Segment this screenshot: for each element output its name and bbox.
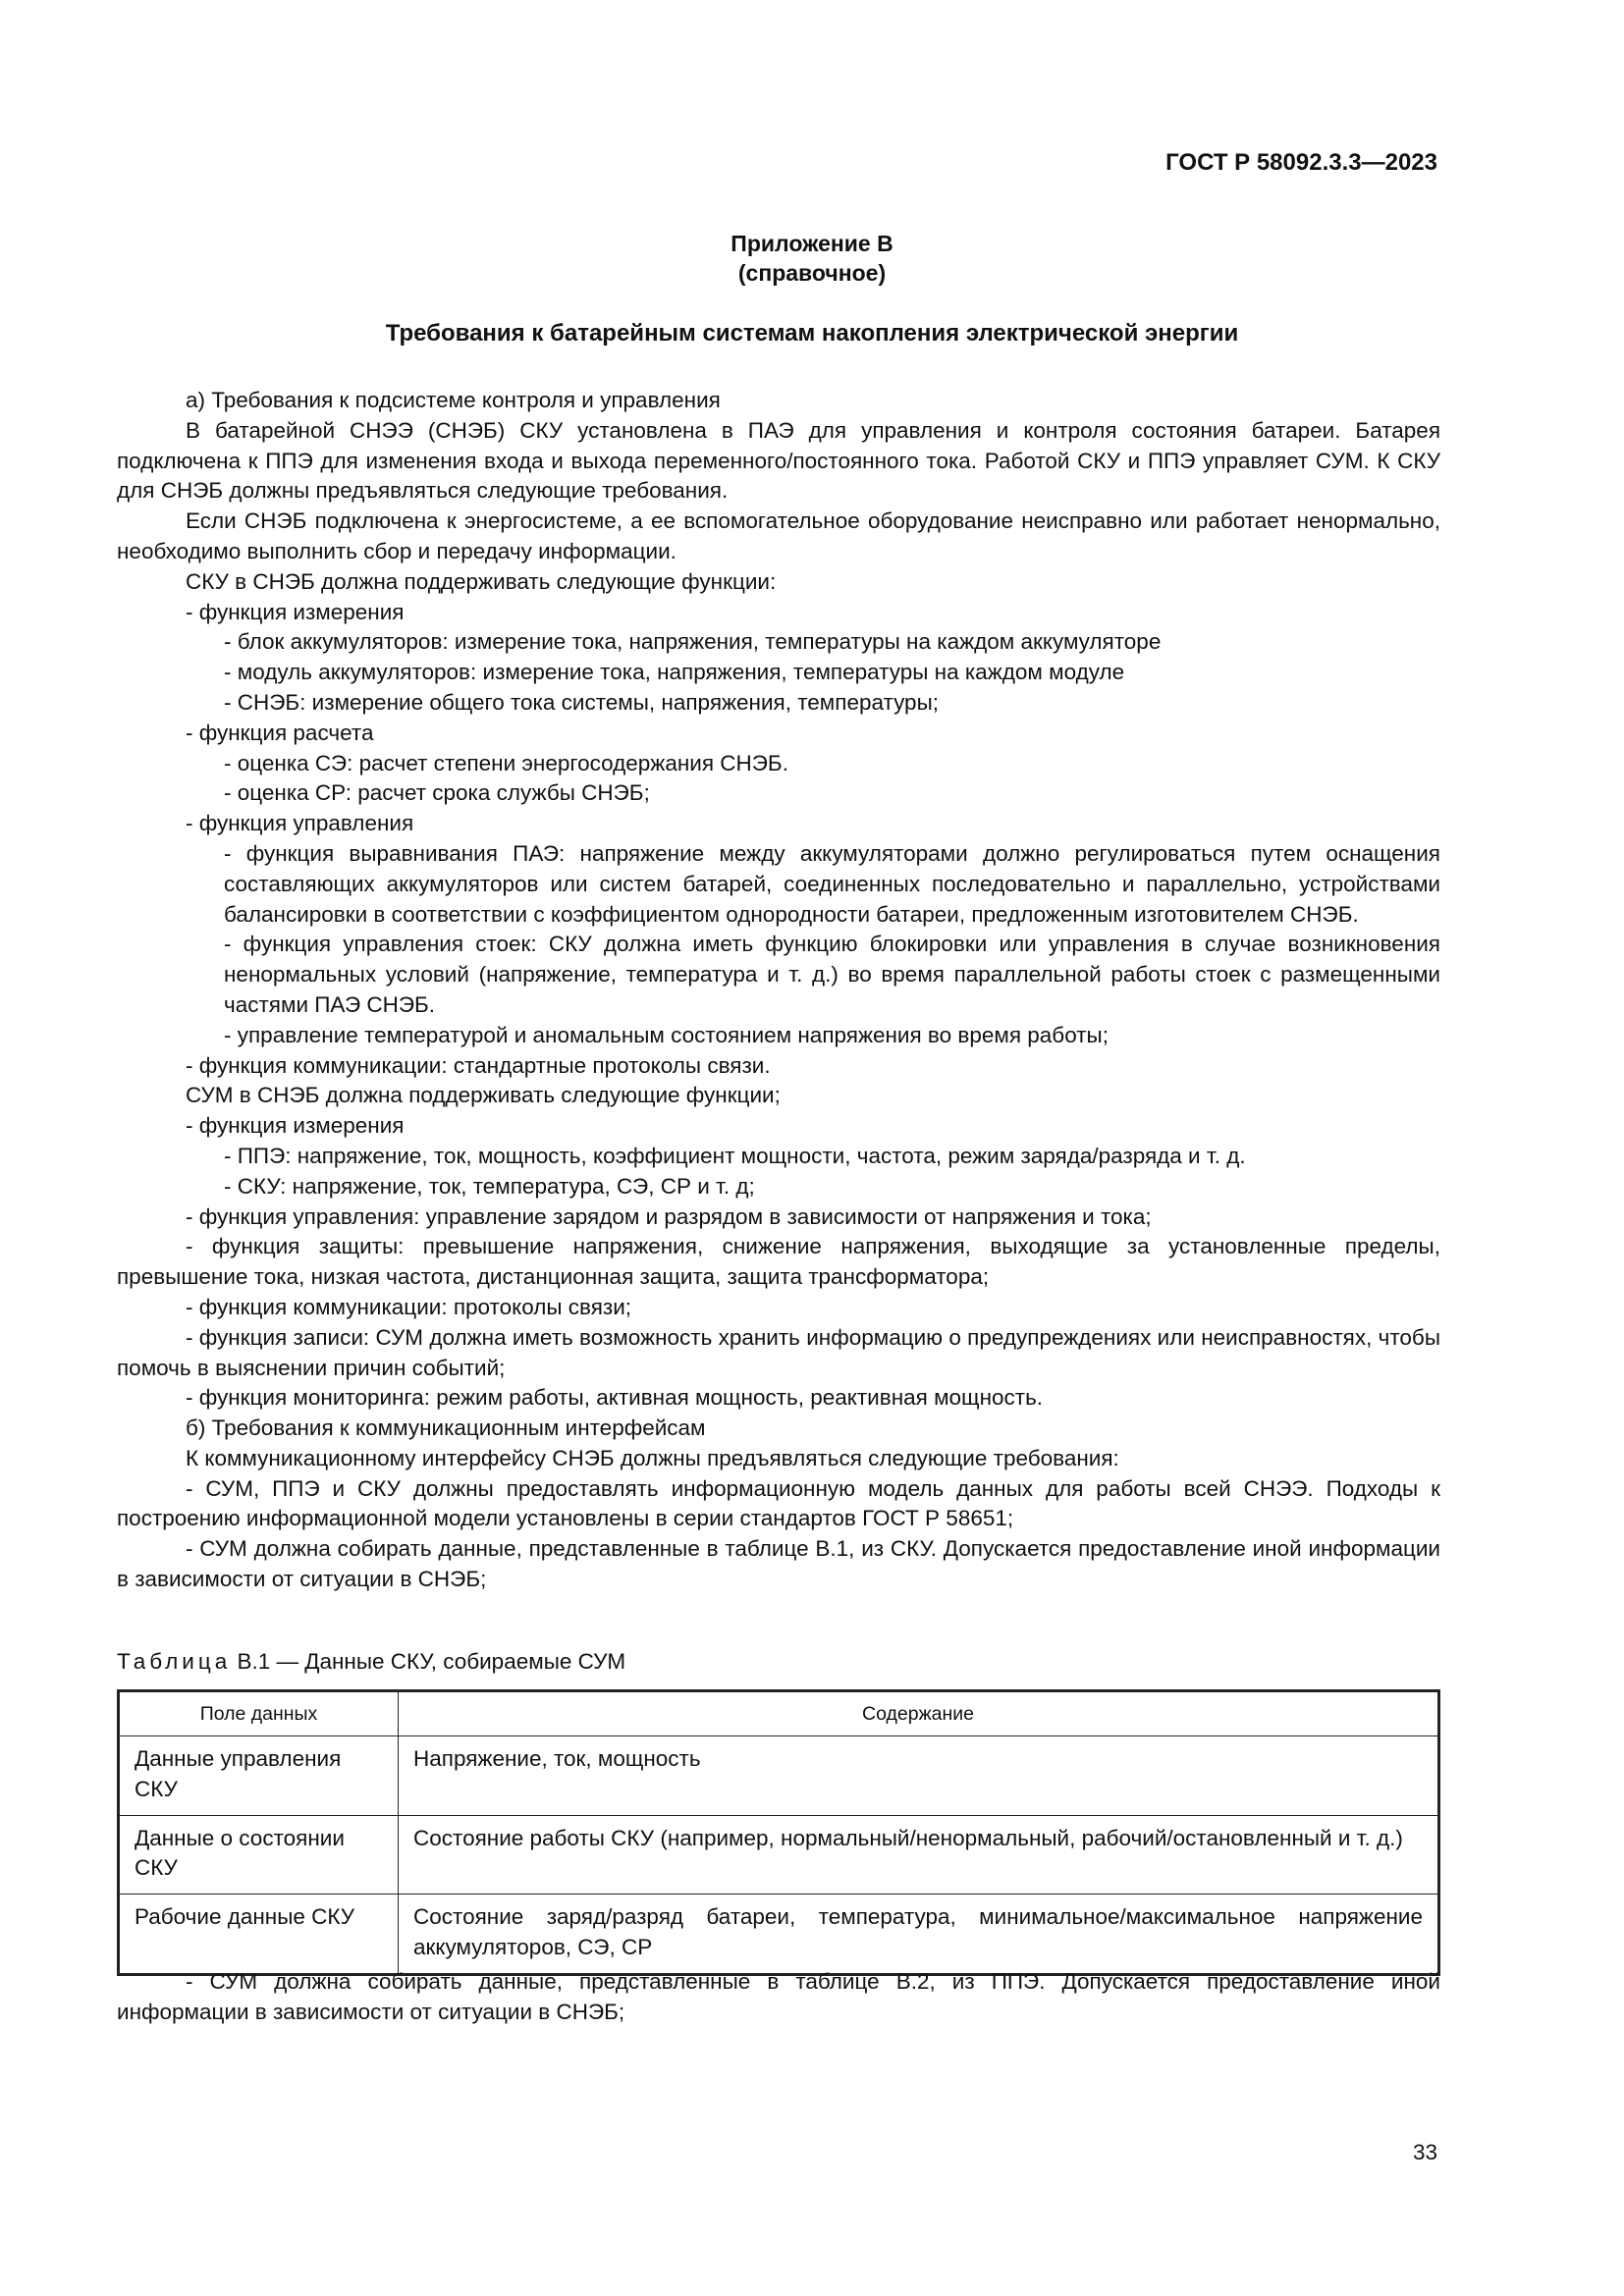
sub-list-item: - функция управления стоек: СКУ должна иметь функцию блокировки или управления в случае возникновения ненормальных условий (напряжение, температура и т. д.) во время параллельной работы стоек с размещенными частями ПАЭ СНЭБ. [224, 932, 1440, 1017]
table-caption [117, 1649, 625, 1675]
after-table-text [117, 1967, 1440, 2028]
sub-list-item: - блок аккумуляторов: измерение тока, напряжения, температуры на каждом аккумуляторе [224, 629, 1162, 655]
list-item: - функция расчета [186, 720, 374, 745]
paragraph: б) Требования к коммуникационным интерфейсам [186, 1415, 706, 1441]
list-item: - функция управления [186, 811, 414, 836]
appendix-type: (справочное) [737, 260, 887, 286]
page-number: 33 [1412, 2140, 1437, 2164]
sub-list-item: - СНЭБ: измерение общего тока системы, напряжения, температуры; [224, 689, 939, 715]
appendix-label: Приложение В [731, 231, 893, 256]
sub-list-item: - модуль аккумуляторов: измерение тока, напряжения, температуры на каждом модуле [224, 660, 1125, 685]
paragraph: К коммуникационному интерфейсу СНЭБ должны предъявляться следующие требования: [186, 1445, 1119, 1470]
sub-list-item: - оценка СР: расчет срока службы СНЭБ; [224, 780, 650, 806]
paragraph: Если СНЭБ подключена к энергосистеме, а ее вспомогательное оборудование неисправно или работает ненормально, необходимо выполнить сбор и передачу информации. [117, 508, 1440, 563]
list-item: - функция коммуникации: протоколы связи; [186, 1294, 632, 1319]
list-item: - функция защиты: превышение напряжения, снижение напряжения, выходящие за установленные пределы, превышение тока, низкая частота, дистанционная защита, защита трансформатора; [117, 1234, 1440, 1290]
table-caption-text: В.1 — Данные СКУ, собираемые СУМ [231, 1649, 626, 1674]
table-row [119, 1895, 1439, 1975]
list-item: - функция мониторинга: режим работы, активная мощность, реактивная мощность. [186, 1385, 1044, 1411]
list-item: - СУМ, ППЭ и СКУ должны предоставлять информационную модель данных для работы всей СНЭЭ. Подходы к построению информационной модели установлены в серии стандартов ГОСТ Р 58651; [117, 1475, 1440, 1531]
table-row [119, 1736, 1439, 1816]
table-cell: Состояние работы СКУ (например, нормальный/ненормальный, рабочий/остановленный и т. д.) [399, 1815, 1439, 1895]
appendix-heading [0, 229, 1624, 288]
sub-list-item: - управление температурой и аномальным состоянием напряжения во время работы; [224, 1022, 1109, 1047]
list-item: - функция управления: управление зарядом и разрядом в зависимости от напряжения и тока; [186, 1203, 1152, 1229]
table-cell: Данные о состоянии СКУ [119, 1815, 399, 1895]
sub-list-item: - оценка СЭ: расчет степени энергосодержания СНЭБ. [224, 750, 788, 775]
list-item: - СУМ должна собирать данные, представленные в таблице В.2, из ППЭ. Допускается предоставление иной информации в зависимости от ситуации в СНЭБ; [117, 1969, 1440, 2024]
data-table [117, 1689, 1440, 1976]
list-item: - СУМ должна собирать данные, представленные в таблице В.1, из СКУ. Допускается предоставление иной информации в зависимости от ситуации в СНЭБ; [117, 1536, 1440, 1592]
list-item: - функция записи: СУМ должна иметь возможность хранить информацию о предупреждениях или неисправностях, чтобы помочь в выяснении причин событий; [117, 1324, 1440, 1380]
list-item: - функция измерения [186, 1113, 405, 1139]
table-cell: Состояние заряд/разряд батареи, температура, минимальное/максимальное напряжение аккумуляторов, СЭ, СР [399, 1895, 1439, 1975]
list-item: - функция измерения [186, 599, 405, 624]
table-row [119, 1815, 1439, 1895]
paragraph: СКУ в СНЭБ должна поддерживать следующие функции: [186, 568, 777, 594]
sub-list-item: - СКУ: напряжение, ток, температура, СЭ, СР и т. д; [224, 1173, 755, 1199]
document-code: ГОСТ Р 58092.3.3—2023 [1165, 149, 1437, 176]
list-item: - функция коммуникации: стандартные протоколы связи. [186, 1052, 771, 1078]
table-header-cell: Содержание [399, 1691, 1439, 1736]
table-header-row [119, 1691, 1439, 1736]
sub-list-item: - ППЭ: напряжение, ток, мощность, коэффициент мощности, частота, режим заряда/разряда и т. д. [224, 1143, 1246, 1168]
table-cell: Данные управления СКУ [119, 1736, 399, 1816]
table-cell: Рабочие данные СКУ [119, 1895, 399, 1975]
table-header-cell: Поле данных [119, 1691, 399, 1736]
body-text [117, 386, 1440, 1595]
paragraph: а) Требования к подсистеме контроля и управления [186, 388, 721, 412]
appendix-title: Требования к батарейным системам накопления электрической энергии [385, 320, 1239, 347]
paragraph: СУМ в СНЭБ должна поддерживать следующие функции; [186, 1083, 781, 1108]
table-caption-label: Таблица [117, 1649, 232, 1674]
table-cell: Напряжение, ток, мощность [399, 1736, 1439, 1816]
sub-list-item: - функция выравнивания ПАЭ: напряжение между аккумуляторами должно регулироваться путем оснащения составляющих аккумуляторов или систем батарей, соединенных последовательно и параллельно, устройствами балансировки в соответствии с коэффициентом однородности батареи, предложенным изготовителем СНЭБ. [224, 840, 1440, 927]
paragraph: В батарейной СНЭЭ (СНЭБ) СКУ установлена в ПАЭ для управления и контроля состояния батареи. Батарея подключена к ППЭ для изменения входа и выхода переменного/постоянного тока. Работой СКУ и ППЭ управляет СУМ. К СКУ для СНЭБ должны предъявляться следующие требования. [117, 417, 1440, 504]
